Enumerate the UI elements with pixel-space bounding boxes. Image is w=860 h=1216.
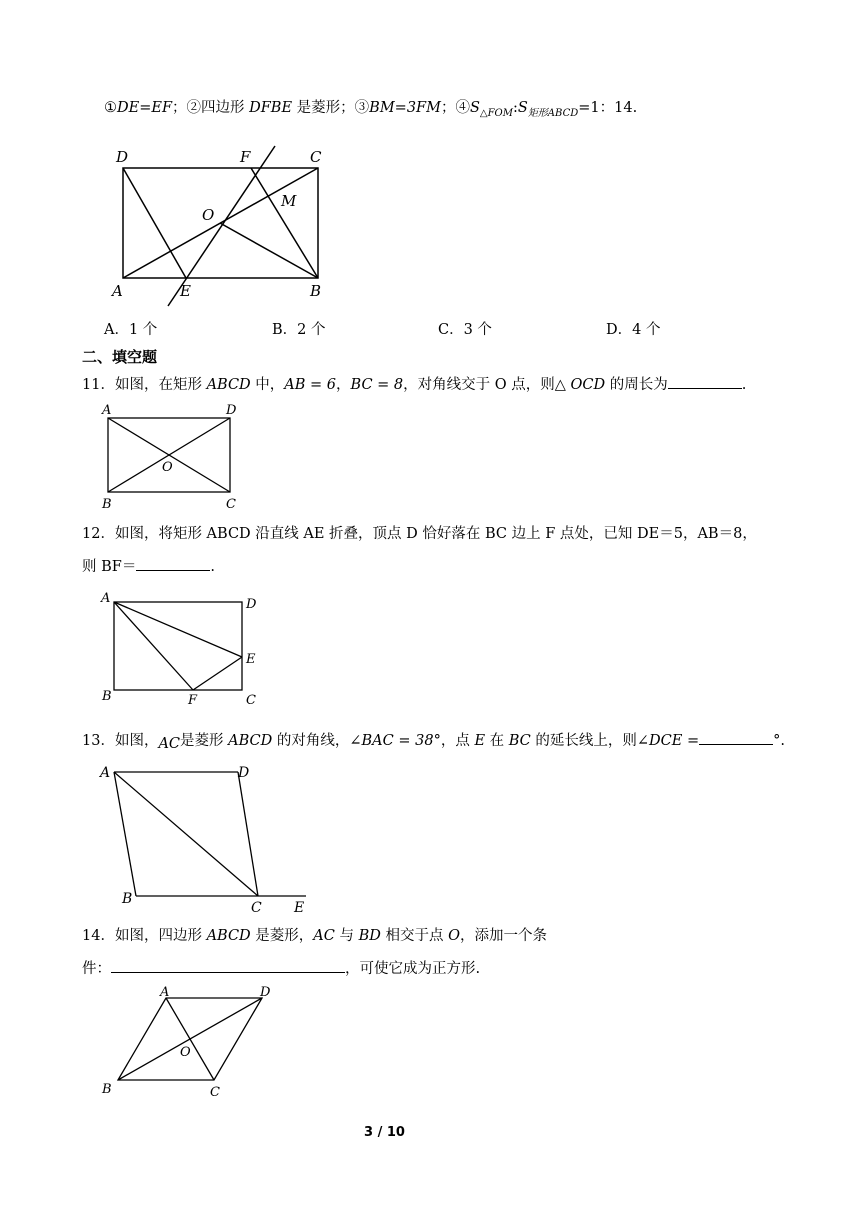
q10-statements: ①DE=EF；②四边形 DFBE 是菱形；③BM=3FM；$④S_{\triangle FOM}:S_{矩形ABCD}=1$：14.	[104, 100, 638, 119]
fig14-label-d: D	[260, 985, 271, 1000]
fig12-label-b: B	[102, 689, 112, 704]
fig10-label-f: F	[240, 148, 251, 166]
figure-q13	[96, 760, 326, 920]
fig10-label-b: B	[310, 282, 322, 300]
figure-q11	[96, 400, 246, 512]
fig14-label-c: C	[210, 1085, 220, 1100]
q14-answer-blank[interactable]	[111, 958, 345, 973]
fig10-label-o: O	[202, 206, 215, 224]
q11-text: 11．如图，在矩形 ABCD 中，AB = 6，BC = 8，对角线交于 O 点，则△ OCD 的周长为 .	[82, 374, 746, 395]
section-title: 二、填空题	[82, 348, 158, 366]
q10-option-b: B．2 个	[272, 322, 326, 338]
fig13-label-b: B	[122, 891, 133, 907]
q14-line2: 件： ，可使它成为正方形.	[82, 958, 480, 979]
q11-answer-blank[interactable]	[668, 374, 742, 389]
fig12-label-f: F	[188, 693, 198, 708]
fig11-label-d: D	[226, 403, 237, 418]
q12-line2: 则 BF＝ .	[82, 556, 215, 577]
fig13-label-d: D	[238, 765, 250, 781]
fig11-label-c: C	[226, 497, 236, 512]
fig10-label-c: C	[310, 148, 322, 166]
fig10-label-e: E	[180, 282, 191, 300]
fig11-label-o: O	[162, 460, 173, 475]
q14-line1: 14．如图，四边形 ABCD 是菱形，AC 与 BD 相交于点 O，添加一个条	[82, 928, 547, 944]
q10-option-d: D．4 个	[606, 322, 661, 338]
fig12-label-d: D	[246, 597, 257, 612]
fig14-label-b: B	[102, 1082, 112, 1097]
q12-answer-blank[interactable]	[136, 556, 210, 571]
fig10-label-d: D	[116, 148, 129, 166]
q12-line1: 12．如图，将矩形 ABCD 沿直线 AE 折叠，顶点 D 恰好落在 BC 边上 F 点处，已知 DE＝5，AB＝8，	[82, 526, 757, 542]
fig13-label-e: E	[294, 900, 305, 916]
fig12-label-c: C	[246, 693, 256, 708]
fig13-label-c: C	[251, 900, 262, 916]
fig10-label-m: M	[281, 192, 297, 210]
q13-answer-blank[interactable]	[699, 730, 773, 745]
fig12-label-a: A	[101, 591, 111, 606]
q10-option-a: A．1 个	[104, 322, 158, 338]
q10-option-c: C．3 个	[438, 322, 492, 338]
figure-q14	[96, 984, 296, 1104]
fig11-label-b: B	[102, 497, 112, 512]
page-number: 3 / 10	[364, 1125, 405, 1140]
fig11-label-a: A	[102, 403, 112, 418]
figure-q12	[98, 588, 268, 708]
fig12-label-e: E	[246, 652, 256, 667]
fig14-label-a: A	[160, 985, 170, 1000]
fig14-label-o: O	[180, 1045, 191, 1060]
fig13-label-a: A	[100, 765, 111, 781]
fig10-label-a: A	[112, 282, 123, 300]
figure-q10	[108, 142, 348, 312]
q13-text: 13．如图，AC是菱形 ABCD 的对角线，∠BAC = 38°，点 E 在 BC 的延长线上，则∠DCE = °.	[82, 730, 785, 751]
